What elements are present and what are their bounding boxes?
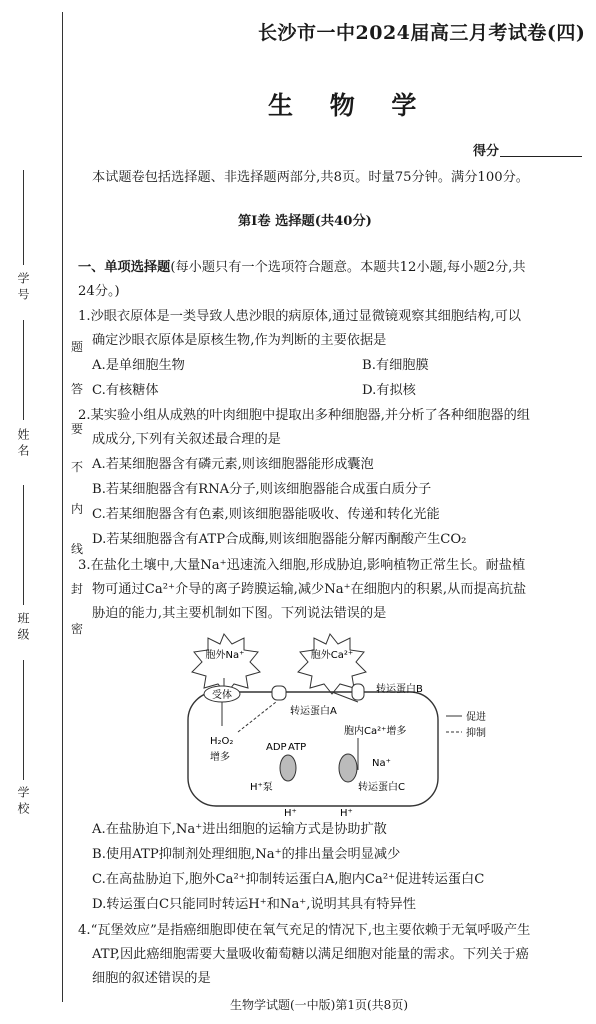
q1-option-b: B.有细胞膜: [362, 358, 429, 373]
intro-text: 本试题卷包括选择题、非选择题两部分,共8页。时量75分钟。满分100分。: [92, 170, 529, 185]
h1-label: H⁺: [284, 808, 297, 816]
atp-label: ATP: [288, 742, 307, 753]
binding-char: 封: [70, 582, 83, 596]
q4-stem-line2: ATP,因此癌细胞需要大量吸收葡萄糖以满足细胞对能量的需求。下列关于癌: [92, 947, 529, 962]
transporter-a-shape: [272, 686, 286, 700]
section-title: 第Ⅰ卷 选择题(共40分): [238, 214, 372, 229]
part1-desc: [78, 256, 526, 280]
q1-option-c: C.有核糖体: [92, 383, 159, 398]
subject-title: 生 物 学: [268, 91, 431, 120]
na-plus-label: Na⁺: [372, 758, 391, 769]
transporter-b-shape: [352, 684, 364, 700]
binding-char: 不: [70, 460, 83, 474]
class-line: [23, 485, 24, 605]
q3-diagram: [180, 630, 510, 816]
adp-label: ADP: [266, 742, 287, 753]
q1-stem-line1: 1.沙眼衣原体是一类导致人患沙眼的病原体,通过显微镜观察其细胞结构,可以: [78, 309, 521, 324]
page-footer: 生物学试题(一中版)第1页(共8页): [230, 998, 408, 1012]
q2-option-b: B.若某细胞器含有RNA分子,则该细胞器能合成蛋白质分子: [92, 482, 432, 497]
q3-option-b: B.使用ATP抑制剂处理细胞,Na⁺的排出量会明显减少: [92, 847, 401, 862]
q4-stem-line1: 4.“瓦堡效应”是指癌细胞即使在氧气充足的情况下,也主要依赖于无氧呼吸产生: [78, 923, 531, 938]
school-label: 学 校: [16, 786, 30, 814]
part1-desc-line2: 24分。): [78, 284, 120, 299]
q2-stem-line2: 成成分,下列有关叙述最合理的是: [92, 432, 281, 447]
binding-line: [62, 12, 63, 1002]
q3-stem-line3: 胁迫的能力,其主要机制如下图。下列说法错误的是: [92, 606, 387, 621]
transporter-c-shape: [339, 754, 357, 782]
h-pump-shape: [280, 755, 296, 781]
transporter-a-label: 转运蛋白A: [290, 706, 337, 717]
q3-option-a: A.在盐胁迫下,Na⁺进出细胞的运输方式是协助扩散: [92, 822, 387, 837]
ca-in-label: 胞内Ca²⁺增多: [344, 726, 407, 737]
q1-option-a: A.是单细胞生物: [92, 358, 185, 373]
transporter-c-label: 转运蛋白C: [358, 782, 405, 793]
part1-heading: 一、单项选择题: [78, 260, 171, 275]
name-label: 姓 名: [16, 428, 30, 456]
q3-option-d: D.转运蛋白C只能同时转运H⁺和Na⁺,说明其具有特异性: [92, 897, 416, 912]
name-line: [23, 320, 24, 420]
q2-option-c: C.若某细胞器含有色素,则该细胞器能吸收、传递和转化光能: [92, 507, 440, 522]
student-id-label: 学 号: [16, 272, 30, 300]
q2-option-a: A.若某细胞器含有磷元素,则该细胞器能形成囊泡: [92, 457, 374, 472]
increase-label: 增多: [210, 752, 230, 763]
binding-char: 密: [70, 622, 83, 636]
legend-promote: 促进: [466, 712, 486, 723]
legend-inhibit: 抑制: [466, 728, 486, 739]
q1-stem-line2: 确定沙眼衣原体是原核生物,作为判断的主要依据是: [92, 333, 387, 348]
q3-option-c: C.在高盐胁迫下,胞外Ca²⁺抑制转运蛋白A,胞内Ca²⁺促进转运蛋白C: [92, 872, 485, 887]
q3-stem-line1: 3.在盐化土壤中,大量Na⁺迅速流入细胞,形成胁迫,影响植物正常生长。耐盐植: [78, 558, 526, 573]
binding-char: 题: [70, 340, 83, 354]
q2-stem-line1: 2.某实验小组从成熟的叶肉细胞中提取出多种细胞器,并分析了各种细胞器的组: [78, 408, 530, 423]
q4-stem-line3: 细胞的叙述错误的是: [92, 971, 211, 986]
na-out-burst: [192, 634, 260, 694]
exam-title: 长沙市一中2024届高三月考试卷(四): [258, 22, 586, 44]
school-line: [23, 660, 24, 780]
transporter-b-label: 转运蛋白B: [376, 684, 423, 695]
q2-option-d: D.若某细胞器含有ATP合成酶,则该细胞器能分解丙酮酸产生CO₂: [92, 532, 467, 547]
binding-char: 线: [70, 542, 83, 556]
h2-label: H⁺: [340, 808, 353, 816]
binding-char: 要: [70, 422, 83, 436]
part1-desc-line1: (每小题只有一个选项符合题意。本题共12小题,每小题2分,共: [170, 260, 526, 275]
receptor-label: 受体: [212, 690, 232, 701]
score-label: 得分: [473, 144, 500, 159]
class-label: 班 级: [16, 612, 30, 640]
q1-option-d: D.有拟核: [362, 383, 416, 398]
na-out-label: 胞外Na⁺: [205, 650, 245, 661]
binding-char: 答: [70, 382, 83, 396]
h2o2-label: H₂O₂: [210, 736, 234, 747]
q3-stem-line2: 物可通过Ca²⁺介导的离子跨膜运输,减少Na⁺在细胞内的积累,从而提高抗盐: [92, 582, 527, 597]
h-pump-label: H⁺泵: [250, 782, 273, 793]
h2o2-to-a-arrow: [238, 702, 276, 732]
student-id-line: [23, 170, 24, 265]
score-blank: [500, 156, 582, 157]
binding-char: 内: [70, 502, 83, 516]
ca-out-label: 胞外Ca²⁺: [310, 650, 354, 661]
